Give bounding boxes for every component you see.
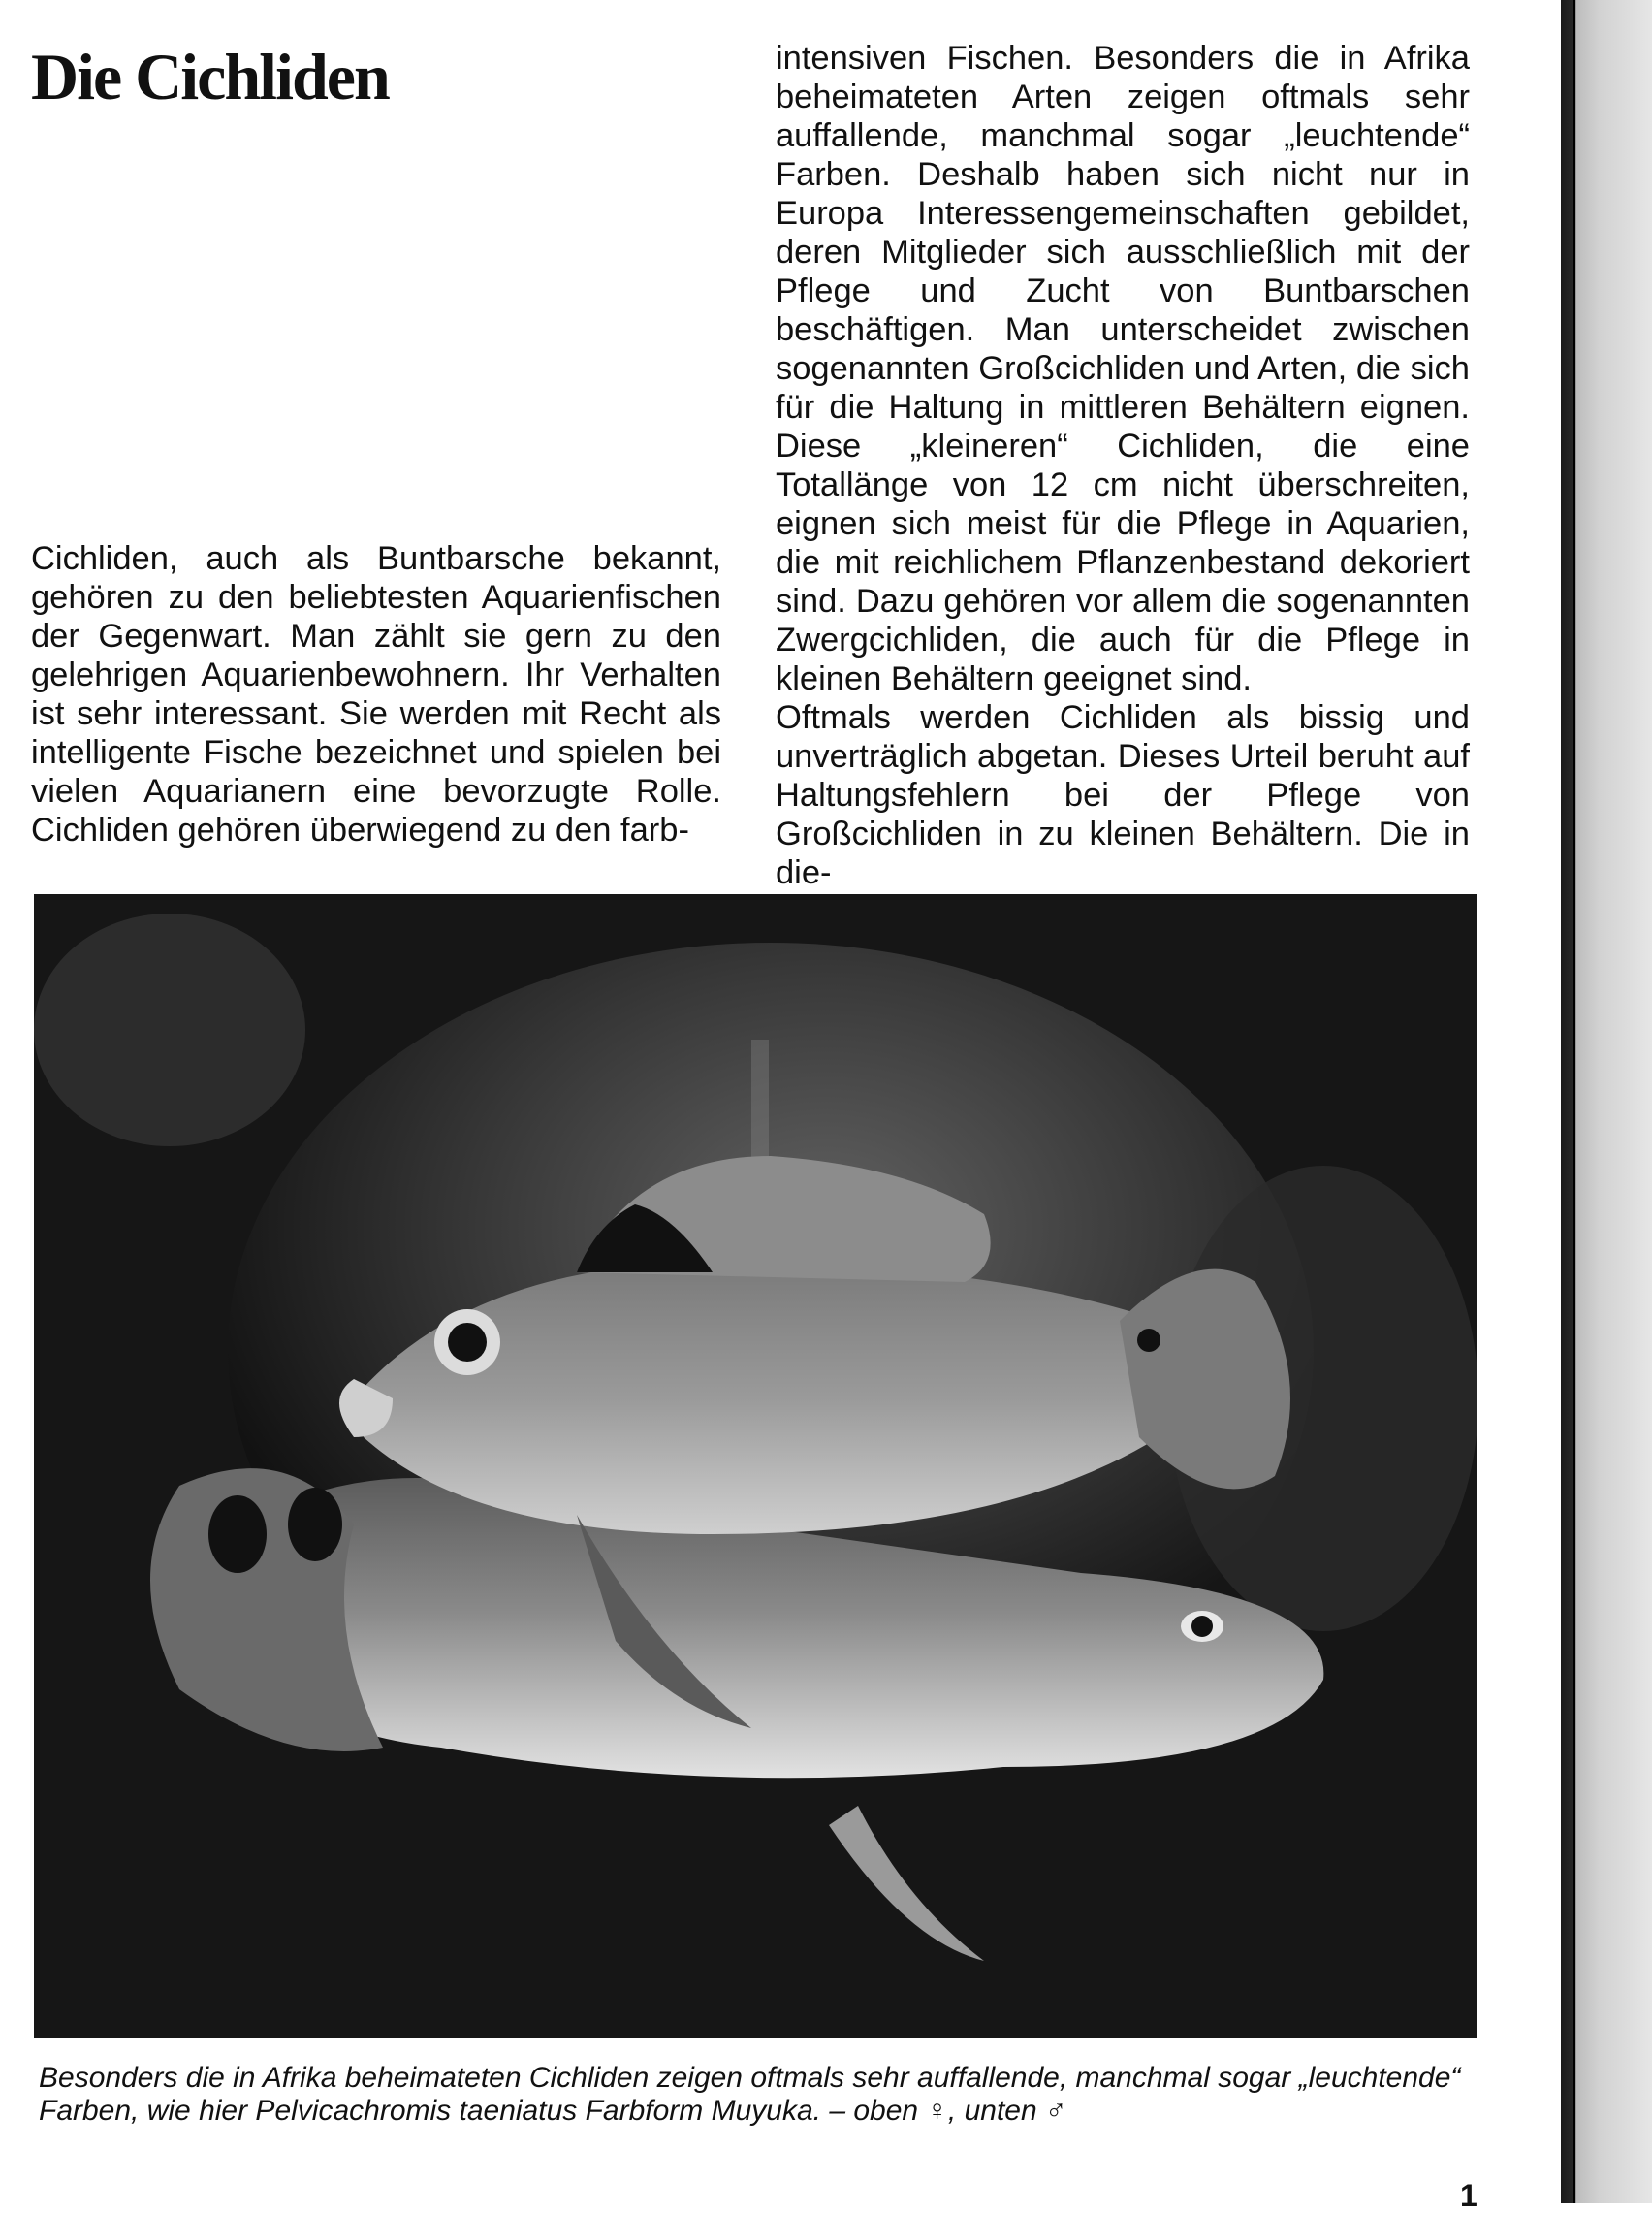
right-text-column bbox=[776, 39, 1470, 892]
right-paragraph-2: Oftmals werden Cichliden als bissig und unverträglich abgetan. Dieses Urteil beruht auf Haltungsfehlern bei der Pflege von Großcichliden in zu kleinen Behältern. Die in die- bbox=[776, 699, 1470, 891]
cichlid-photo-illustration bbox=[34, 894, 1477, 2038]
left-text-column bbox=[31, 539, 721, 850]
fish-photograph bbox=[34, 894, 1477, 2038]
right-paragraph-1: intensiven Fischen. Besonders die in Afrika beheimateten Arten zeigen oftmals sehr auffallende, manchmal sogar „leuchtende“ Farben. Deshalb haben sich nicht nur in Europa Interessengemeinschaften gebildet, deren Mitglieder sich ausschließlich mit der Pflege und Zucht von Buntbarschen beschäftigen. Man unterscheidet zwischen sogenannten Großcichliden und Arten, die sich für die Haltung in mittleren Behältern eignen. Diese „kleineren“ Cichliden, die eine Totallänge von 12 cm nicht überschreiten, eignen sich meist für die Pflege in Aquarien, die mit reichlichem Pflanzenbestand dekoriert sind. Dazu gehören vor allem die sogenannten Zwergcichliden, die auch für die Pflege in kleinen Behältern geeignet sind. bbox=[776, 40, 1470, 697]
figure-caption: Besonders die in Afrika beheimateten Cichliden zeigen oftmals sehr auffallende, manchmal sogar „leuchtende“ Farben, wie hier Pelvicachromis taeniatus Farbform Muyuka. – oben ♀, unten ♂ bbox=[39, 2062, 1461, 2127]
page-number: 1 bbox=[1460, 2178, 1477, 2213]
page-edge-line bbox=[1573, 0, 1575, 2203]
left-paragraph-1: Cichliden, auch als Buntbarsche bekannt, gehören zu den beliebtesten Aquarienfischen der Gegenwart. Man zählt sie gern zu den gelehrigen Aquarienbewohnern. Ihr Verhalten ist sehr interessant. Sie werden mit Recht als intelligente Fische bezeichnet und spielen bei vielen Aquarianern eine bevorzugte Rolle. Cichliden gehören überwiegend zu den farb- bbox=[31, 540, 721, 849]
article-title: Die Cichliden bbox=[31, 40, 389, 113]
